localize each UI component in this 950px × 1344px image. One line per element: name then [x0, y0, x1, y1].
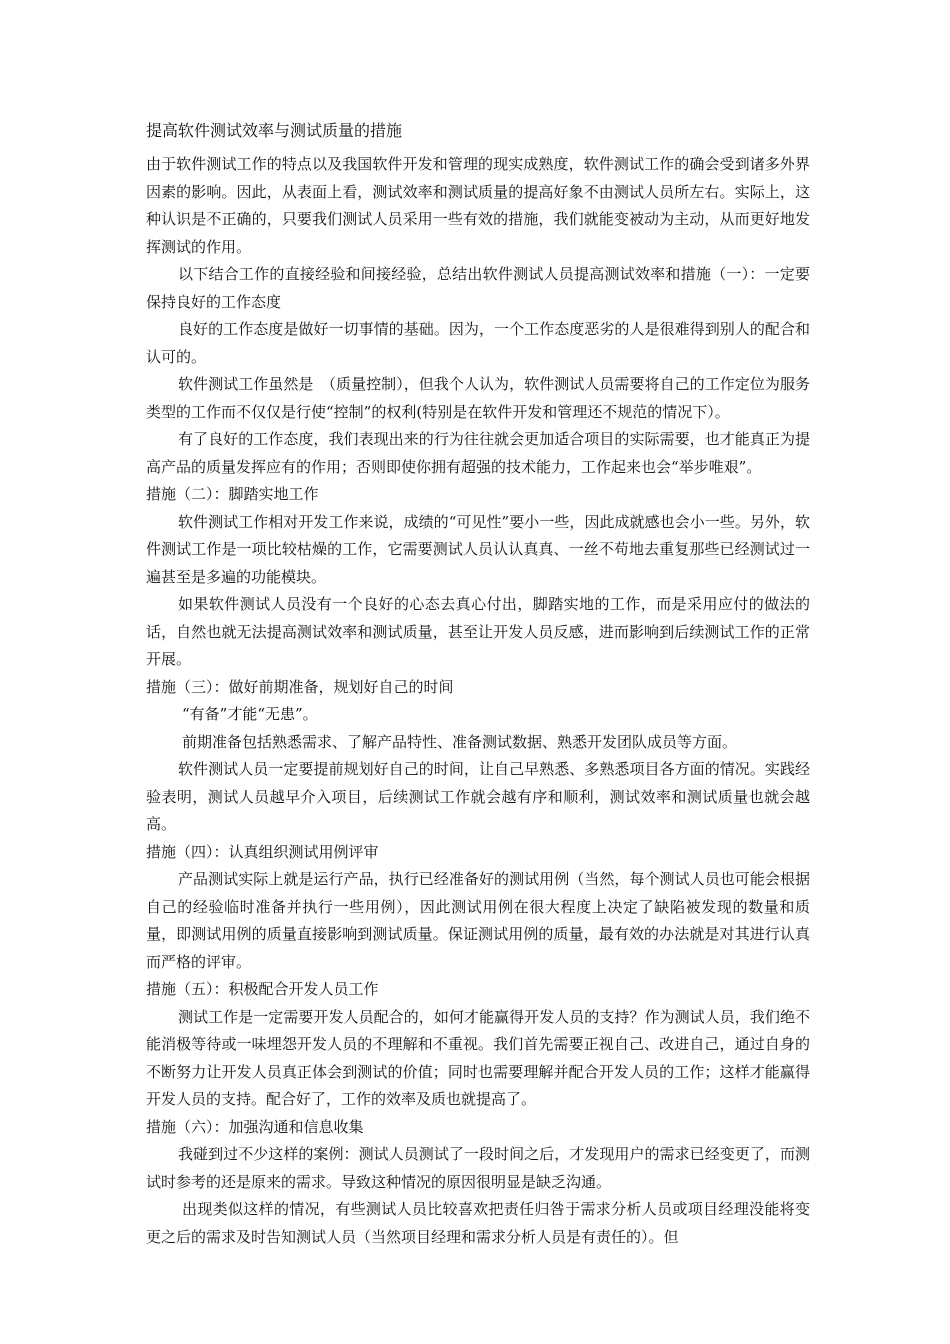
paragraph: 前期准备包括熟悉需求、了解产品特性、准备测试数据、熟悉开发团队成员等方面。: [182, 732, 738, 751]
paragraph: 我碰到过不少这样的案例：测试人员测试了一段时间之后，才发现用户的需求已经变更了，而测试时参考的还是原来的需求。导致这种情况的原因很明显是缺乏沟通。: [146, 1145, 810, 1191]
paragraph: 产品测试实际上就是运行产品，执行已经准备好的测试用例（当然，每个测试人员也可能会根据自己的经验临时准备并执行一些用例），因此测试用例在很大程度上决定了缺陷被发现的数量和质量，即测试用例的质量直接影响到测试质量。保证测试用例的质量，最有效的办法就是对其进行认真而严格的评审。: [146, 870, 810, 971]
paragraph: “有备”才能“无患”。: [182, 705, 318, 723]
paragraph: 有了良好的工作态度，我们表现出来的行为往往就会更加适合项目的实际需要，也才能真正为提高产品的质量发挥应有的作用；否则即使你拥有超强的技术能力，工作起来也会“举步唯艰”。: [146, 430, 810, 476]
paragraph: 如果软件测试人员没有一个良好的心态去真心付出，脚踏实地的工作，而是采用应付的做法的话，自然也就无法提高测试效率和测试质量，甚至让开发人员反感，进而影响到后续测试工作的正常开展。: [146, 595, 810, 668]
section-heading: 措施（三）：做好前期准备，规划好自己的时间: [146, 677, 454, 696]
section-heading: 措施（二）：脚踏实地工作: [146, 485, 319, 503]
paragraph: 以下结合工作的直接经验和间接经验，总结出软件测试人员提高测试效率和措施（一）：一定要保持良好的工作态度: [146, 265, 810, 311]
document-title: 提高软件测试效率与测试质量的措施: [146, 121, 403, 140]
document-body: [146, 151, 810, 1251]
section-heading: 措施（四）：认真组织测试用例评审: [146, 842, 379, 861]
paragraph: 测试工作是一定需要开发人员配合的，如何才能赢得开发人员的支持？作为测试人员，我们绝不能消极等待或一味埋怨开发人员的不理解和不重视。我们首先需要正视自己、改进自己，通过自身的不断努力让开发人员真正体会到测试的价值；同时也需要理解并配合开发人员的工作；这样才能赢得开发人员的支持。配合好了，工作的效率及质也就提高了。: [146, 1007, 810, 1108]
paragraph: 由于软件测试工作的特点以及我国软件开发和管理的现实成熟度，软件测试工作的确会受到诸多外界因素的影响。因此，从表面上看，测试效率和测试质量的提高好象不由测试人员所左右。实际上，这种认识是不正确的，只要我们测试人员采用一些有效的措施，我们就能变被动为主动，从而更好地发挥测试的作用。: [146, 155, 810, 256]
paragraph: 软件测试工作相对开发工作来说，成绩的“可见性”要小一些，因此成就感也会小一些。另外，软件测试工作是一项比较枯燥的工作，它需要测试人员认认真真、一丝不苟地去重复那些已经测试过一遍甚至是多遍的功能模块。: [146, 512, 810, 586]
paragraph: 出现类似这样的情况，有些测试人员比较喜欢把责任归咎于需求分析人员或项目经理没能将变更之后的需求及时告知测试人员（当然项目经理和需求分析人员是有责任的）。但: [146, 1200, 810, 1246]
paragraph: 软件测试工作虽然是 （质量控制），但我个人认为，软件测试人员需要将自己的工作定位为服务类型的工作而不仅仅是行使“控制”的权利(特别是在软件开发和管理还不规范的情况下）。: [146, 375, 810, 421]
section-heading: 措施（五）：积极配合开发人员工作: [146, 980, 379, 998]
paragraph: 良好的工作态度是做好一切事情的基础。因为，一个工作态度恶劣的人是很难得到别人的配合和认可的。: [146, 320, 810, 366]
paragraph: 软件测试人员一定要提前规划好自己的时间，让自己早熟悉、多熟悉项目各方面的情况。实践经验表明，测试人员越早介入项目，后续测试工作就会越有序和顺利，测试效率和测试质量也就会越高。: [146, 760, 810, 833]
section-heading: 措施（六）：加强沟通和信息收集: [146, 1117, 364, 1136]
